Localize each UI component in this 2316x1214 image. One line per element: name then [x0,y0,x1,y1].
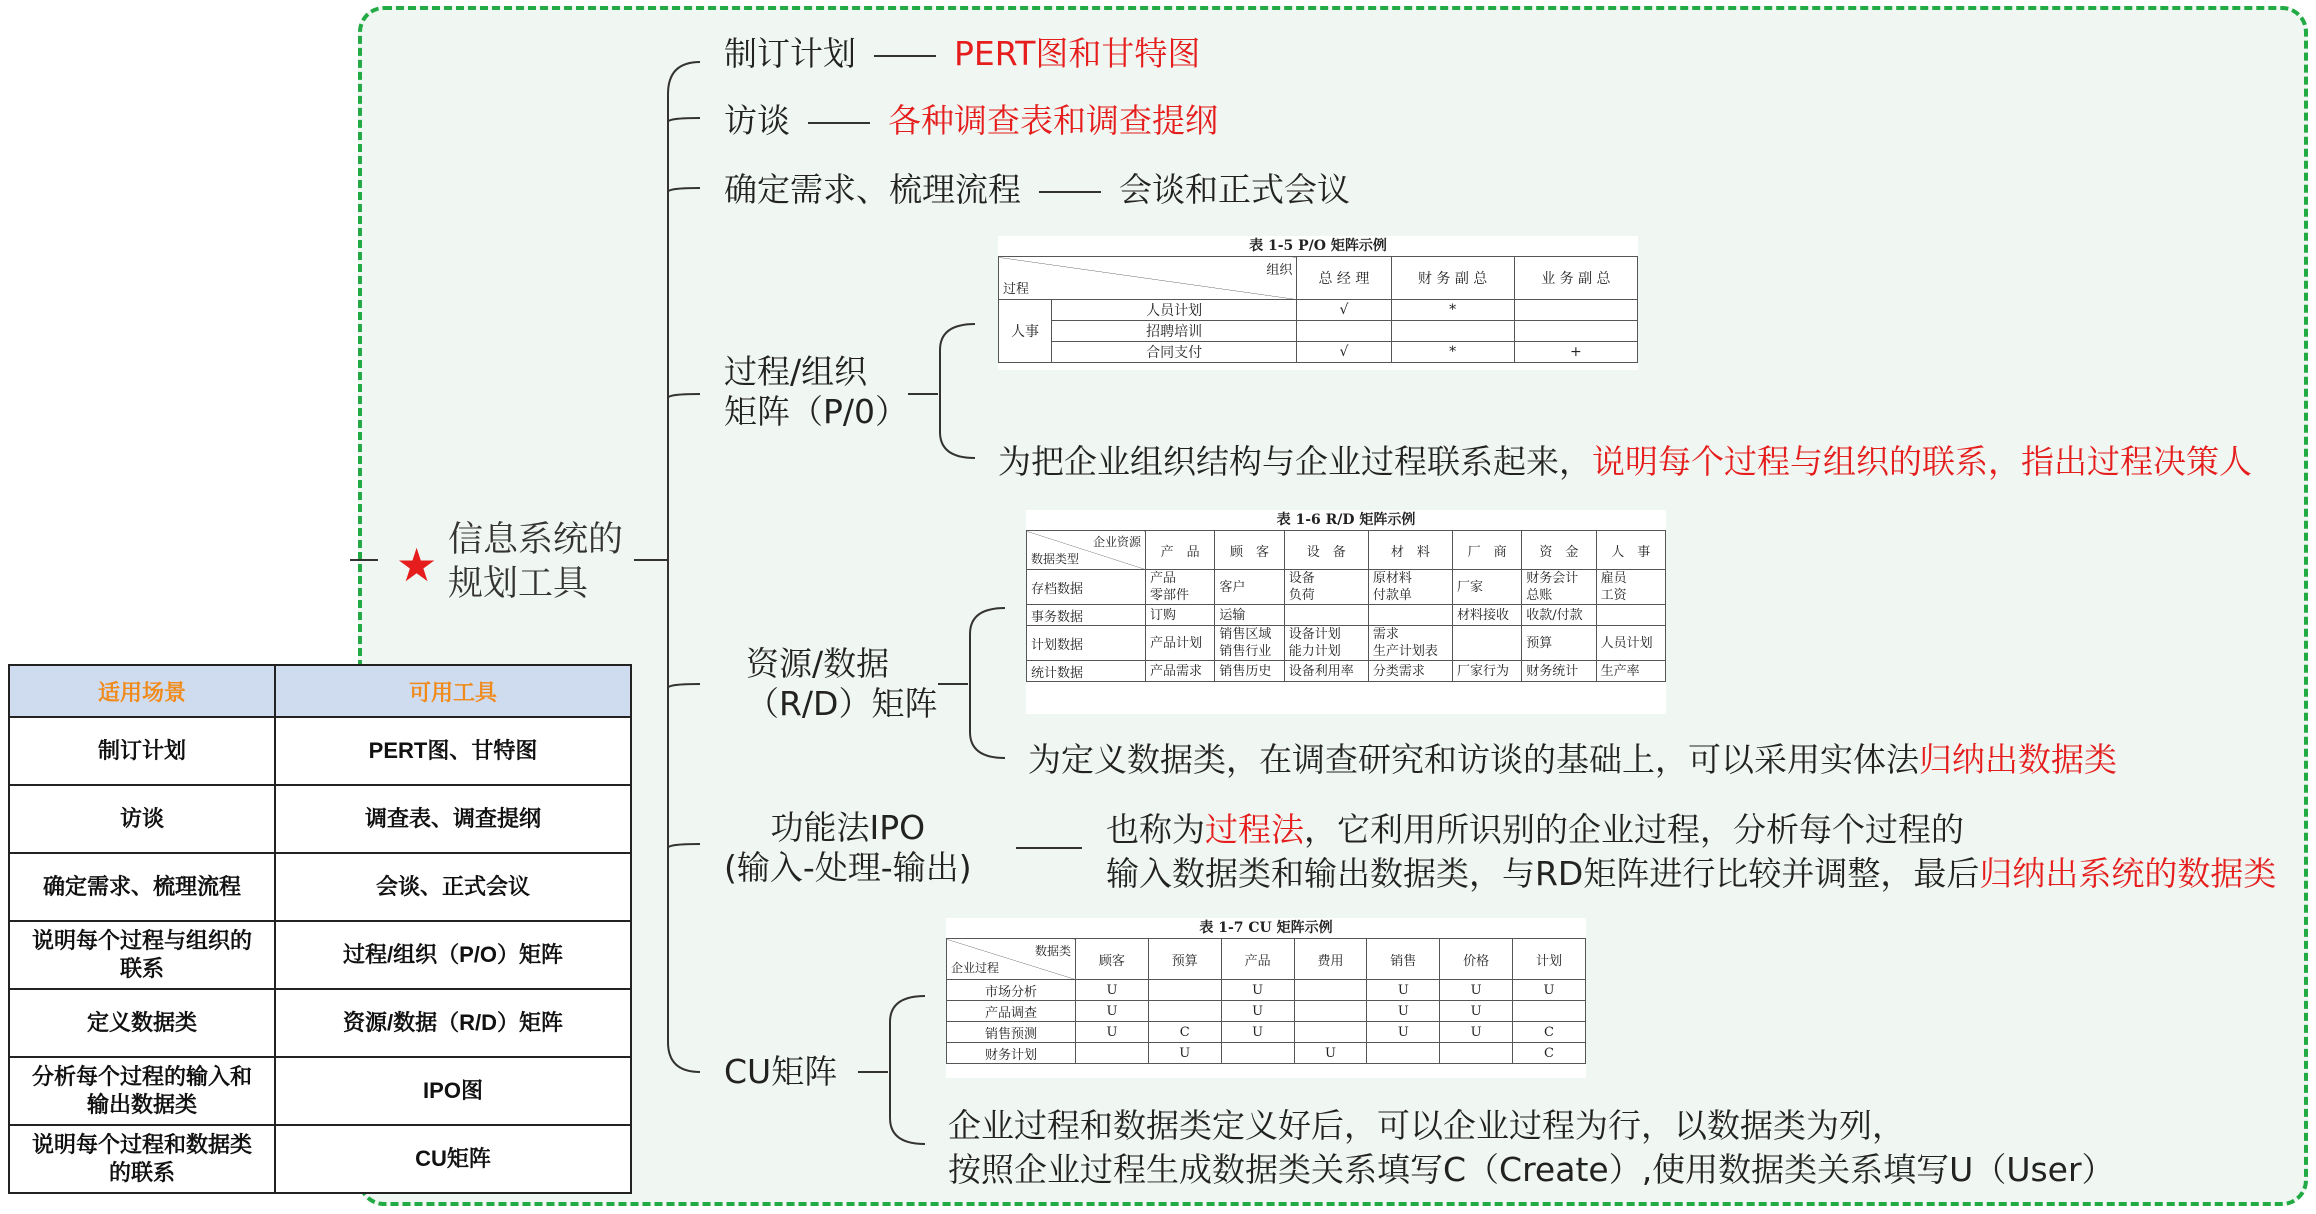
rd-row-label: 统计数据 [1027,661,1146,682]
cu-col-header: 产品 [1221,939,1294,980]
po-desc-black: 为把企业组织结构与企业过程联系起来， [998,442,1592,481]
cu-description [948,1106,2115,1190]
rd-corner-bottom: 数据类型 [1031,552,1080,566]
po-cell: * [1391,300,1514,321]
rd-cell: 厂家 [1452,570,1521,605]
cu-table-row [947,1022,1586,1043]
branch-ipo-label-2: (输入-处理-输出) [724,848,972,887]
branch-ipo [724,808,972,888]
rd-cell: 分类需求 [1368,661,1452,682]
po-row-label: 招聘培训 [1052,321,1297,342]
cu-col-header: 费用 [1294,939,1367,980]
cu-col-header: 预算 [1148,939,1221,980]
cu-table-row [947,980,1586,1001]
rd-corner-cell [1027,531,1146,570]
cu-cell [1294,1001,1367,1022]
rd-cell: 预算 [1522,626,1596,661]
cu-cell: U [1221,1001,1294,1022]
cu-cell: U [1148,1043,1221,1064]
cu-corner-bottom: 企业过程 [951,961,1000,975]
cu-cell [1367,1043,1440,1064]
branch-cu-label: CU矩阵 [724,1052,838,1091]
summary-header-scene: 适用场景 [9,665,275,717]
rd-description [1028,740,2117,780]
po-cell: √ [1297,300,1391,321]
branch-rd [746,644,937,724]
po-cell [1514,321,1637,342]
rd-cell: 材料接收 [1452,605,1521,626]
summary-tool-cell: 过程/组织（P/O）矩阵 [275,921,631,989]
ipo-line-1 [1106,810,2276,850]
rd-col-header: 资 金 [1522,531,1596,570]
rd-cell: 雇员 工资 [1596,570,1665,605]
rd-desc-red: 归纳出数据类 [1919,740,2117,779]
rd-cell: 设备 负荷 [1284,570,1368,605]
summary-scene-cell: 制订计划 [9,717,275,785]
po-cell: * [1391,342,1514,363]
rd-cell: 需求 生产计划表 [1368,626,1452,661]
cu-desc-1: 企业过程和数据类定义好后，可以企业过程为行，以数据类为列， [948,1106,1905,1145]
summary-row [9,717,631,785]
rd-cell: 生产率 [1596,661,1665,682]
summary-table [8,664,632,1194]
ipo-line1-red: 过程法 [1205,810,1304,849]
rd-cell: 产品计划 [1146,626,1215,661]
cu-cell [1148,1001,1221,1022]
cu-cell: U [1221,1022,1294,1043]
branch-po [724,352,908,432]
cu-matrix-table [946,918,1586,1078]
rd-cell: 产品 零部件 [1146,570,1215,605]
star-icon: ★ [396,538,438,592]
summary-tool-cell: IPO图 [275,1057,631,1125]
cu-table-row [947,1001,1586,1022]
summary-scene-cell: 说明每个过程和数据类 的联系 [9,1125,275,1193]
po-cell: + [1514,342,1637,363]
cu-cell: U [1440,980,1513,1001]
branch-interview [724,101,1218,141]
cu-cell [1294,980,1367,1001]
cu-row-label: 销售预测 [947,1022,1076,1043]
ipo-line2-a: 输入数据类和输出数据类，与RD矩阵进行比较并调整，最后 [1106,854,1980,893]
summary-scene-cell: 说明每个过程与组织的 联系 [9,921,275,989]
summary-row [9,785,631,853]
rd-table-row [1027,626,1666,661]
branch-plan [724,34,1200,74]
cu-cell: U [1294,1043,1367,1064]
cu-cell: U [1076,1022,1149,1043]
branch-interview-detail: 各种调查表和调查提纲 [888,101,1218,140]
summary-tool-cell: CU矩阵 [275,1125,631,1193]
cu-cell: U [1367,1001,1440,1022]
po-col-header: 总 经 理 [1297,257,1391,300]
rd-cell: 销售区域 销售行业 [1215,626,1284,661]
rd-row-label: 存档数据 [1027,570,1146,605]
cu-cell: U [1367,980,1440,1001]
root-line-1: 信息系统的 [448,520,624,560]
rd-cell: 厂家行为 [1452,661,1521,682]
branch-rd-label-2: （R/D）矩阵 [746,684,938,723]
summary-scene-cell: 访谈 [9,785,275,853]
rd-desc-black: 为定义数据类，在调查研究和访谈的基础上，可以采用实体法 [1028,740,1919,779]
root-line-2: 规划工具 [448,564,589,604]
branch-requirements-detail: 会谈和正式会议 [1119,170,1350,209]
rd-cell: 设备利用率 [1284,661,1368,682]
ipo-line1-a: 也称为 [1106,810,1205,849]
rd-table-row [1027,661,1666,682]
po-corner-cell [999,257,1297,300]
rd-col-header: 人 事 [1596,531,1665,570]
rd-cell: 财务统计 [1522,661,1596,682]
rd-cell [1452,626,1521,661]
summary-tool-cell: PERT图、甘特图 [275,717,631,785]
summary-tool-cell: 资源/数据（R/D）矩阵 [275,989,631,1057]
cu-row-label: 财务计划 [947,1043,1076,1064]
rd-table-row [1027,570,1666,605]
po-cell [1297,321,1391,342]
rd-row-label: 计划数据 [1027,626,1146,661]
rd-cell [1596,605,1665,626]
cu-cell: C [1148,1022,1221,1043]
rd-matrix-table [1026,510,1666,714]
cu-cell: U [1076,980,1149,1001]
cu-cell: U [1440,1001,1513,1022]
rd-table-row [1027,605,1666,626]
branch-plan-detail: PERT图和甘特图 [954,34,1201,73]
summary-scene-cell: 定义数据类 [9,989,275,1057]
rd-cell [1284,605,1368,626]
summary-row [9,853,631,921]
cu-desc-2: 按照企业过程生成数据类关系填写C（Create）,使用数据类关系填写U（User） [948,1150,2115,1189]
po-row-label: 合同支付 [1052,342,1297,363]
rd-corner-top: 企业资源 [1092,535,1141,549]
branch-interview-label: 访谈 [724,101,790,140]
branch-po-label-2: 矩阵（P/0） [724,392,909,431]
cu-cell: U [1440,1022,1513,1043]
summary-header-tool: 可用工具 [275,665,631,717]
cu-row-label: 产品调查 [947,1001,1076,1022]
po-row-label: 人员计划 [1052,300,1297,321]
cu-cell: C [1513,1043,1586,1064]
po-group-cell: 人事 [999,300,1052,363]
po-description [998,442,2252,482]
rd-cell: 产品需求 [1146,661,1215,682]
po-matrix-table [998,236,1638,370]
ipo-description [1106,810,2276,894]
cu-cell: U [1076,1001,1149,1022]
branch-requirements-label: 确定需求、梳理流程 [724,170,1021,209]
cu-cell [1148,980,1221,1001]
branch-plan-label: 制订计划 [724,34,856,73]
rd-cell: 运输 [1215,605,1284,626]
summary-row [9,989,631,1057]
rd-cell [1368,605,1452,626]
po-matrix-caption: 表 1-5 P/O 矩阵示例 [1249,238,1387,254]
ipo-line2-red: 归纳出系统的数据类 [1979,854,2277,893]
cu-matrix-caption: 表 1-7 CU 矩阵示例 [1199,920,1333,936]
connector-dash [1039,191,1101,193]
ipo-line1-b: ，它利用所识别的企业过程，分析每个过程的 [1304,810,1964,849]
rd-cell: 设备计划 能力计划 [1284,626,1368,661]
cu-cell [1294,1022,1367,1043]
rd-cell: 收款/付款 [1522,605,1596,626]
rd-col-header: 顾 客 [1215,531,1284,570]
root-node [448,518,623,606]
branch-ipo-label-1: 功能法IPO [770,808,926,847]
po-corner-top: 组织 [1266,263,1293,278]
cu-cell: U [1513,980,1586,1001]
po-cell: √ [1297,342,1391,363]
po-col-header: 业 务 副 总 [1514,257,1637,300]
rd-col-header: 设 备 [1284,531,1368,570]
summary-tool-cell: 会谈、正式会议 [275,853,631,921]
rd-matrix-caption: 表 1-6 R/D 矩阵示例 [1276,512,1416,528]
rd-cell: 订购 [1146,605,1215,626]
summary-row [9,1057,631,1125]
cu-corner-cell [947,939,1076,980]
cu-col-header: 销售 [1367,939,1440,980]
cu-table-row [947,1043,1586,1064]
rd-col-header: 产 品 [1146,531,1215,570]
rd-cell: 财务会计 总账 [1522,570,1596,605]
po-col-header: 财 务 副 总 [1391,257,1514,300]
cu-cell: U [1367,1022,1440,1043]
branch-po-label-1: 过程/组织 [724,352,868,391]
cu-cell: C [1513,1022,1586,1043]
po-corner-bottom: 过程 [1003,282,1030,297]
rd-cell: 客户 [1215,570,1284,605]
branch-rd-label-1: 资源/数据 [746,644,890,683]
cu-col-header: 价格 [1440,939,1513,980]
connector-dash [808,122,870,124]
rd-row-label: 事务数据 [1027,605,1146,626]
rd-cell: 人员计划 [1596,626,1665,661]
connector-dash [874,55,936,57]
cu-corner-top: 数据类 [1034,944,1071,958]
rd-col-header: 材 料 [1368,531,1452,570]
rd-cell: 销售历史 [1215,661,1284,682]
summary-scene-cell: 确定需求、梳理流程 [9,853,275,921]
summary-row [9,921,631,989]
cu-col-header: 计划 [1513,939,1586,980]
po-desc-red: 说明每个过程与组织的联系，指出过程决策人 [1592,442,2252,481]
rd-cell: 原材料 付款单 [1368,570,1452,605]
cu-cell [1221,1043,1294,1064]
cu-cell: U [1221,980,1294,1001]
summary-row [9,1125,631,1193]
cu-cell [1076,1043,1149,1064]
cu-row-label: 市场分析 [947,980,1076,1001]
summary-scene-cell: 分析每个过程的输入和 输出数据类 [9,1057,275,1125]
branch-requirements [724,170,1350,210]
ipo-line-2 [1106,854,2276,894]
rd-col-header: 厂 商 [1452,531,1521,570]
summary-tool-cell: 调查表、调查提纲 [275,785,631,853]
po-cell [1391,321,1514,342]
cu-cell [1513,1001,1586,1022]
cu-col-header: 顾客 [1076,939,1149,980]
po-cell [1514,300,1637,321]
cu-cell [1440,1043,1513,1064]
